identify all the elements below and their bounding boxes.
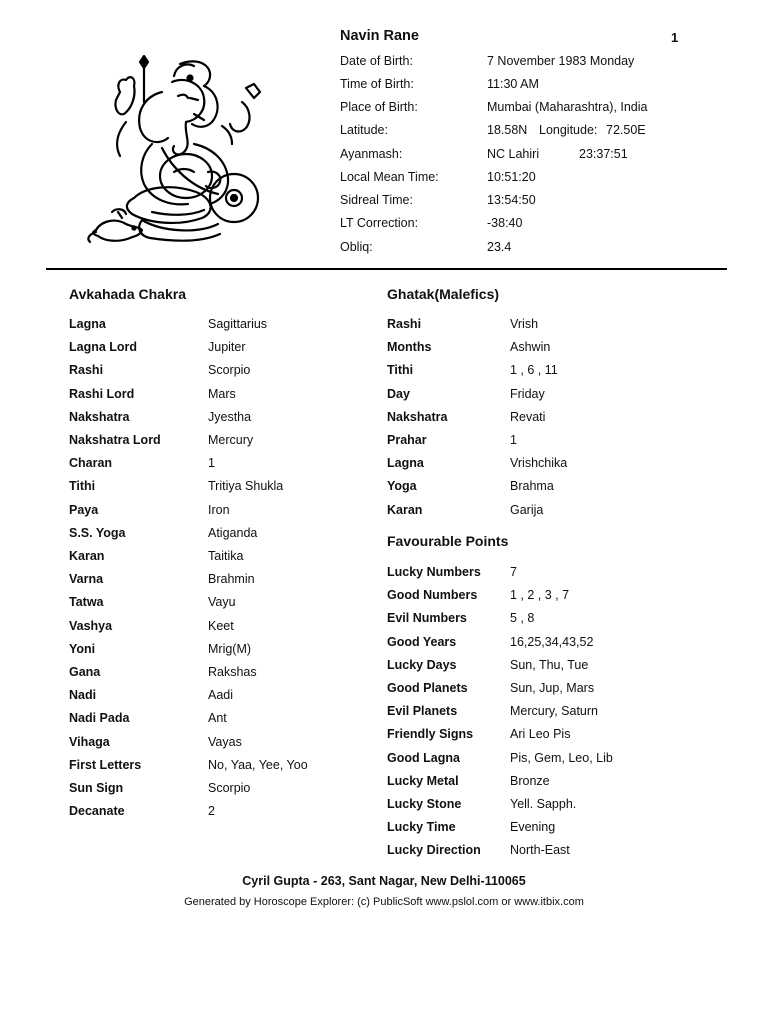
row-key: Nakshatra — [69, 409, 130, 424]
birth-value: 18.58N — [487, 123, 528, 137]
row-value: Scorpio — [208, 363, 251, 378]
row-value: Keet — [208, 618, 234, 633]
row-key: Nadi Pada — [69, 711, 130, 726]
row-key: Lucky Days — [387, 657, 457, 672]
row-key: Months — [387, 340, 432, 355]
row-value: No, Yaa, Yee, Yoo — [208, 757, 308, 772]
row-key: Nakshatra Lord — [69, 433, 161, 447]
row-value: 7 — [510, 565, 517, 579]
row-value: Revati — [510, 409, 546, 424]
row-value: Yell. Sapph. — [510, 797, 577, 811]
row-key: Good Years — [387, 634, 457, 649]
birth-value: 11:30 AM — [487, 77, 539, 91]
ayanmash-degree: 23:37:51 — [579, 147, 628, 161]
page-number: 1 — [671, 30, 679, 45]
row-value: Sagittarius — [208, 317, 268, 331]
row-value: Pis, Gem, Leo, Lib — [510, 750, 613, 765]
birth-label: Time of Birth: — [340, 77, 414, 91]
row-key: Lucky Stone — [387, 797, 462, 811]
birth-value: 23.4 — [487, 240, 512, 254]
row-value: Scorpio — [208, 781, 251, 795]
row-value: Sun, Jup, Mars — [510, 681, 595, 695]
row-key: First Letters — [69, 757, 142, 772]
row-value: Aadi — [208, 688, 234, 703]
divider-line — [46, 268, 727, 270]
row-value: Vrishchika — [510, 456, 568, 471]
row-key: Friendly Signs — [387, 727, 474, 742]
row-key: Varna — [69, 572, 104, 587]
row-key: Rashi Lord — [69, 386, 135, 401]
row-key: S.S. Yoga — [69, 525, 126, 540]
row-value: Jupiter — [208, 340, 246, 355]
row-key: Nadi — [69, 688, 97, 703]
row-key: Lucky Metal — [387, 773, 459, 788]
row-value: Iron — [208, 502, 230, 517]
row-value: North-East — [510, 843, 570, 858]
row-key: Vashya — [69, 618, 113, 633]
row-key: Karan — [69, 549, 105, 563]
row-key: Day — [387, 386, 410, 401]
birth-label: Local Mean Time: — [340, 170, 439, 184]
row-key: Lucky Time — [387, 820, 456, 835]
row-key: Paya — [69, 502, 99, 517]
row-key: Evil Numbers — [387, 611, 467, 626]
row-value: Vayas — [208, 734, 242, 749]
row-value: Brahmin — [208, 572, 255, 587]
avkahada-title: Avkahada Chakra — [69, 286, 186, 302]
row-key: Evil Planets — [387, 704, 458, 719]
row-value: Tritiya Shukla — [208, 479, 284, 494]
longitude-label: Longitude: — [539, 123, 598, 137]
birth-value: 7 November 1983 Monday — [487, 54, 635, 68]
row-value: 5 , 8 — [510, 611, 535, 626]
row-value: Mercury, Saturn — [510, 704, 598, 719]
birth-value: -38:40 — [487, 216, 523, 230]
row-key: Tithi — [387, 363, 414, 378]
person-name: Navin Rane — [340, 28, 419, 44]
row-value: 1 , 6 , 11 — [510, 363, 558, 378]
row-value: 1 — [510, 433, 517, 447]
row-key: Good Numbers — [387, 588, 478, 603]
row-value: Taitika — [208, 549, 244, 563]
row-value: Rakshas — [208, 665, 257, 679]
row-value: Ant — [208, 711, 227, 726]
footer-generated-by: Generated by Horoscope Explorer: (c) PublicSoft www.pslol.com or www.itbix.com — [184, 896, 584, 908]
row-value: 2 — [208, 804, 215, 819]
favourable-title: Favourable Points — [387, 533, 509, 549]
longitude-value: 72.50E — [606, 123, 646, 137]
row-value: 1 , 2 , 3 , 7 — [510, 588, 570, 603]
row-key: Lagna — [387, 456, 424, 471]
birth-label: Ayanmash: — [340, 147, 403, 161]
row-value: Jyestha — [208, 409, 252, 424]
row-value: Atiganda — [208, 525, 258, 540]
birth-label: Place of Birth: — [340, 100, 418, 114]
row-value: Vayu — [208, 595, 236, 610]
row-value: Vrish — [510, 317, 539, 331]
birth-value: 10:51:20 — [487, 170, 536, 184]
row-value: Friday — [510, 386, 545, 401]
birth-label: Date of Birth: — [340, 54, 413, 68]
row-value: 16,25,34,43,52 — [510, 634, 594, 649]
row-value: Garija — [510, 502, 544, 517]
row-key: Prahar — [387, 433, 427, 447]
row-key: Gana — [69, 665, 101, 679]
row-value: Sun, Thu, Tue — [510, 657, 589, 672]
birth-label: Latitude: — [340, 123, 388, 137]
row-key: Yoga — [387, 479, 417, 494]
birth-value: 13:54:50 — [487, 193, 536, 207]
birth-label: Sidreal Time: — [340, 193, 413, 207]
row-key: Charan — [69, 456, 113, 471]
row-value: Ari Leo Pis — [510, 727, 571, 742]
birth-value: Mumbai (Maharashtra), India — [487, 100, 648, 114]
row-value: Mars — [208, 386, 236, 401]
row-key: Sun Sign — [69, 781, 124, 795]
row-key: Good Planets — [387, 681, 468, 695]
row-key: Rashi — [387, 317, 422, 331]
ganesha-illustration — [82, 52, 272, 252]
row-key: Tithi — [69, 479, 96, 494]
row-key: Nakshatra — [387, 409, 448, 424]
row-key: Lucky Direction — [387, 843, 481, 858]
birth-value: NC Lahiri — [487, 147, 540, 161]
row-value: Ashwin — [510, 340, 551, 355]
row-key: Rashi — [69, 363, 104, 378]
row-value: 1 — [208, 456, 215, 471]
row-key: Lagna Lord — [69, 340, 138, 355]
row-key: Karan — [387, 502, 423, 517]
row-value: Mercury — [208, 433, 254, 447]
row-key: Good Lagna — [387, 750, 460, 765]
birth-label: LT Correction: — [340, 216, 419, 230]
row-key: Yoni — [69, 641, 96, 656]
row-key: Tatwa — [69, 595, 104, 610]
row-value: Brahma — [510, 479, 554, 494]
row-key: Decanate — [69, 804, 125, 819]
ghatak-title: Ghatak(Malefics) — [387, 286, 500, 302]
row-key: Lagna — [69, 317, 106, 331]
birth-label: Obliq: — [340, 240, 373, 254]
row-value: Evening — [510, 820, 556, 835]
row-key: Lucky Numbers — [387, 565, 481, 579]
footer-address: Cyril Gupta - 263, Sant Nagar, New Delhi-110065 — [242, 874, 526, 888]
row-key: Vihaga — [69, 734, 110, 749]
row-value: Mrig(M) — [208, 641, 252, 656]
row-value: Bronze — [510, 773, 550, 788]
